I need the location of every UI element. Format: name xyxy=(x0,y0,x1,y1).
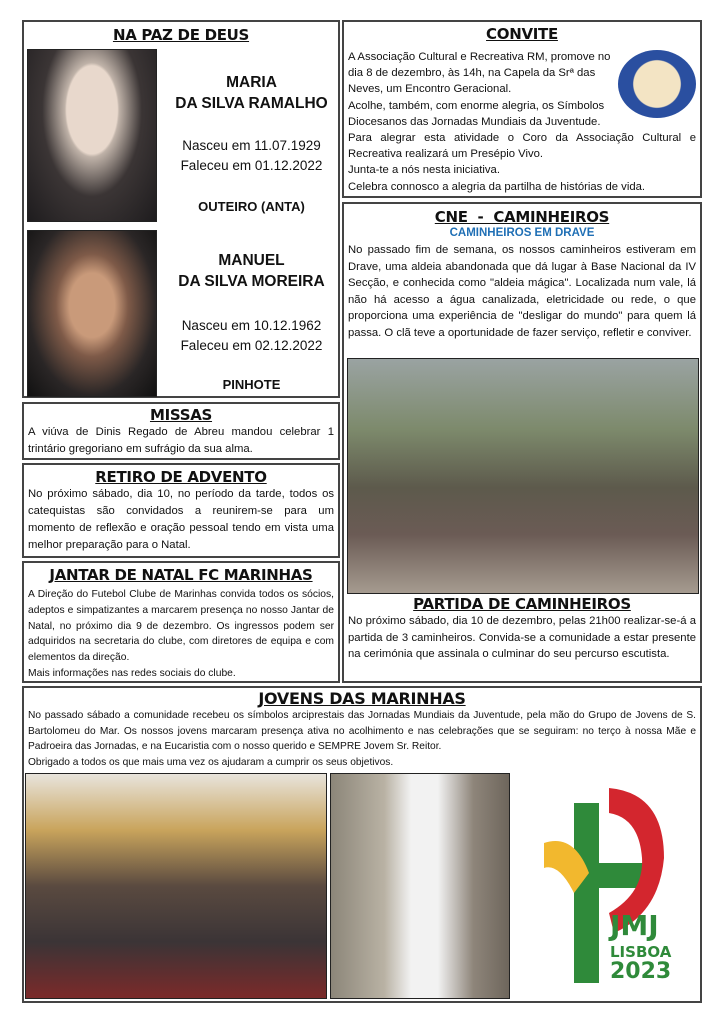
person-place: OUTEIRO (ANTA) xyxy=(198,199,305,214)
scouts-group-photo xyxy=(347,358,699,594)
partida-text: No próximo sábado, dia 10 de dezembro, pelas 21h00 realizar-se-á a partida de 3 caminheiros. Convida-se a comunidade a estar presente na cerimónia que assinala o culminar do seu percurso escutista. xyxy=(348,615,696,661)
retiro-title: RETIRO DE ADVENTO xyxy=(95,468,267,486)
cne-section xyxy=(342,202,702,596)
missas-title: MISSAS xyxy=(149,406,213,424)
person-dates xyxy=(164,136,339,176)
retiro-text: No próximo sábado, dia 10, no período da tarde, todos os catequistas são convidados a reunirem-se para um momento de reflexão e oração pessoal tendo em vista uma melhor preparação para o Natal. xyxy=(28,488,334,551)
cne-title: CNE - CAMINHEIROS xyxy=(434,208,610,226)
birth-date: Nasceu em 11.07.1929 xyxy=(182,138,321,153)
name-line: DA SILVA RAMALHO xyxy=(175,95,328,112)
name-line: DA SILVA MOREIRA xyxy=(178,273,325,290)
person-name xyxy=(164,72,339,114)
jmj-lisboa-logo xyxy=(514,773,702,999)
youth-group-church-photo xyxy=(25,773,327,999)
portrait-photo-manuel xyxy=(27,230,157,397)
paragraph: Celebra connosco a alegria da partilha de histórias de vida. xyxy=(348,180,646,193)
convite-title: CONVITE xyxy=(486,25,558,43)
jantar-text xyxy=(24,587,338,682)
birth-date: Nasceu em 10.12.1962 xyxy=(181,318,322,333)
paragraph: Acolhe, também, com enorme alegria, os Símbolos Diocesanos das Jornadas Mundiais da Juventude. xyxy=(348,99,605,128)
jovens-section xyxy=(22,686,702,1003)
convite-section xyxy=(342,20,702,198)
jovens-text xyxy=(24,708,700,770)
death-date: Faleceu em 02.12.2022 xyxy=(180,338,323,353)
logo-jmj-text: JMJ xyxy=(610,909,659,942)
cne-text: No passado fim de semana, os nossos caminheiros estiveram em Drave, uma aldeia abandonada que dá lugar à Base Nacional da IV Secção, e conhecida como "aldeia mágica". Localizada num vale, lá não há acesso a água canalizada, eletricidade ou rede, o que proporciona uma experiência de "desligar do mundo" para quem lá passa. O clã teve a oportunidade de fazer serviço, refletir e conviver. xyxy=(348,244,696,339)
name-line: MANUEL xyxy=(218,252,285,269)
jmj-cross-icon xyxy=(514,773,702,999)
jantar-title: JANTAR DE NATAL FC MARINHAS xyxy=(49,566,313,584)
cne-subtitle: CAMINHEIROS EM DRAVE xyxy=(449,227,595,239)
obituary-title: NA PAZ DE DEUS xyxy=(112,26,250,44)
person-place: PINHOTE xyxy=(222,377,281,392)
death-date: Faleceu em 01.12.2022 xyxy=(180,158,323,173)
paragraph: A Associação Cultural e Recreativa RM, promove no dia 8 de dezembro, às 14h, na Capela da Srª das Neves, um Encontro Geracional. xyxy=(348,51,611,96)
priest-photo xyxy=(330,773,510,999)
partida-section xyxy=(342,594,702,683)
obituary-section xyxy=(22,20,340,398)
retiro-section xyxy=(22,463,340,558)
partida-title: PARTIDA DE CAMINHEIROS xyxy=(413,595,631,613)
paragraph: Obrigado a todos os que mais uma vez os ajudaram a cumprir os seus objetivos. xyxy=(28,756,394,768)
logo-lisboa-text: LISBOA xyxy=(610,943,672,961)
paragraph: Junta-te a nós nesta iniciativa. xyxy=(348,164,500,177)
name-line: MARIA xyxy=(226,74,277,91)
jantar-section xyxy=(22,561,340,683)
association-logo xyxy=(618,50,696,118)
jovens-title: JOVENS DAS MARINHAS xyxy=(258,689,466,708)
missas-text: A viúva de Dinis Regado de Abreu mandou celebrar 1 trintário gregoriano em sufrágio da sua alma. xyxy=(28,426,334,455)
paragraph: Para alegrar esta atividade o Coro da Associação Cultural e Recreativa realizará um Presépio Vivo. xyxy=(348,132,696,161)
paragraph: Mais informações nas redes sociais do clube. xyxy=(28,667,236,679)
logo-year-text: 2023 xyxy=(610,959,672,984)
paragraph: A Direção do Futebol Clube de Marinhas convida todos os sócios, adeptos e simpatizantes a marcarem presença no nosso Jantar de Natal, no próximo dia 9 de dezembro. Os ingressos podem ser adquiridos na secretaria do clube, com diretores de equipa e com elementos da direção. xyxy=(28,589,334,664)
paragraph: No passado sábado a comunidade recebeu os símbolos arciprestais das Jornadas Mundiais da Juventude, pela mão do Grupo de Jovens de S. Bartolomeu do Mar. Os nossos jovens marcaram presença ativa no acolhimento e nas celebrações que se seguiram: no terço à nossa Mãe e Padroeira das Jornadas, e na Eucaristia com o nosso querido e SEMPRE Jovem Sr. Reitor. xyxy=(28,710,696,752)
person-name xyxy=(164,250,339,292)
person-dates xyxy=(164,316,339,356)
missas-section xyxy=(22,402,340,460)
portrait-photo-maria xyxy=(27,49,157,222)
